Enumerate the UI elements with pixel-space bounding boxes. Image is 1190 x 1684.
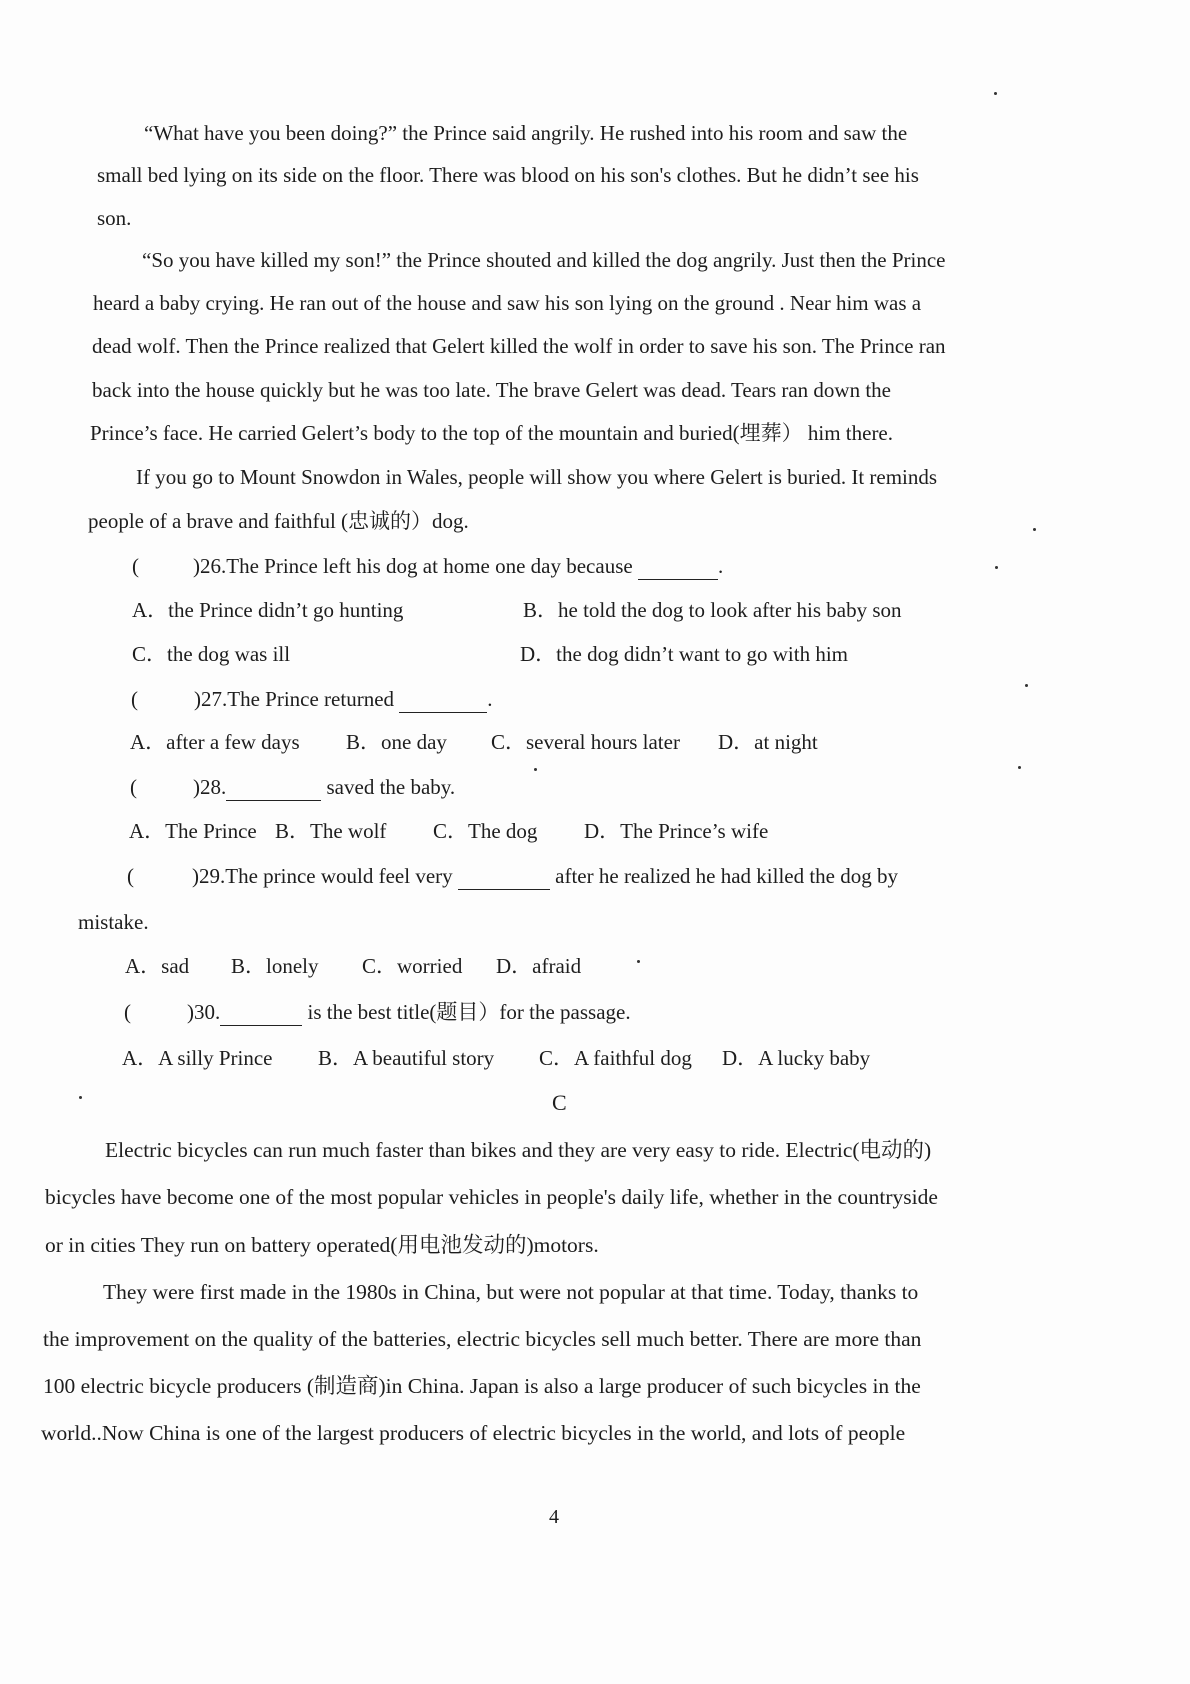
- passage-line: Prince’s face. He carried Gelert’s body to the top of the mountain and buried(埋葬） him there.: [90, 421, 894, 445]
- answer-blank[interactable]: [220, 999, 302, 1026]
- option-a[interactable]: A．after a few days: [130, 730, 300, 754]
- option-a[interactable]: A．The Prince: [129, 819, 257, 843]
- scan-speck: [995, 566, 998, 569]
- answer-blank[interactable]: [638, 553, 718, 580]
- question-stem: 30.: [194, 1000, 221, 1024]
- question-end: saved the baby.: [326, 775, 456, 799]
- passage-line: “What have you been doing?” the Prince said angrily. He rushed into his room and saw the: [144, 121, 908, 145]
- scan-speck: [1033, 528, 1036, 531]
- option-line: [130, 729, 818, 755]
- answer-bracket-close: ): [193, 554, 200, 578]
- answer-bracket[interactable]: (: [132, 554, 139, 578]
- option-d[interactable]: D．afraid: [496, 954, 582, 978]
- option-b[interactable]: B．lonely: [231, 954, 319, 978]
- question-end: is the best title(题目）for the passage.: [307, 1000, 631, 1024]
- answer-bracket[interactable]: (: [124, 1000, 131, 1024]
- passage-line: people of a brave and faithful (忠诚的）dog.: [88, 509, 469, 533]
- page-number: 4: [549, 1506, 559, 1528]
- option-line: [132, 641, 848, 667]
- scan-speck: [79, 1096, 82, 1099]
- question-29-continued: mistake.: [78, 910, 149, 934]
- option-line: [122, 1045, 870, 1071]
- question-27: [131, 686, 493, 713]
- section-heading-c: C: [552, 1090, 567, 1115]
- option-d[interactable]: D．at night: [718, 730, 818, 754]
- passage-c-line: bicycles have become one of the most popular vehicles in people's daily life, whether in the countryside: [45, 1185, 938, 1209]
- option-c[interactable]: C．The dog: [433, 819, 538, 843]
- option-b[interactable]: B．A beautiful story: [318, 1046, 495, 1070]
- question-end: .: [487, 687, 493, 711]
- question-stem: 27.The Prince returned: [201, 687, 395, 711]
- option-c[interactable]: C．worried: [362, 954, 463, 978]
- question-29: [127, 863, 898, 890]
- answer-bracket-close: ): [192, 864, 199, 888]
- answer-bracket[interactable]: (: [127, 864, 134, 888]
- answer-blank[interactable]: [458, 863, 550, 890]
- option-b[interactable]: B．one day: [346, 730, 447, 754]
- passage-line: small bed lying on its side on the floor. There was blood on his son's clothes. But he didn’t see his: [97, 163, 919, 187]
- option-a[interactable]: A．A silly Prince: [122, 1046, 273, 1070]
- passage-c-line: 100 electric bicycle producers (制造商)in China. Japan is also a large producer of such bicycles in the: [43, 1374, 921, 1398]
- scan-speck: [637, 960, 640, 963]
- option-d[interactable]: D．A lucky baby: [722, 1046, 871, 1070]
- passage-line: If you go to Mount Snowdon in Wales, people will show you where Gelert is buried. It reminds: [136, 465, 938, 489]
- answer-bracket-close: ): [193, 775, 200, 799]
- scan-speck: [1025, 684, 1028, 687]
- passage-line: back into the house quickly but he was too late. The brave Gelert was dead. Tears ran down the: [92, 378, 892, 402]
- option-line: [129, 818, 768, 844]
- answer-bracket-close: ): [187, 1000, 194, 1024]
- passage-c-line: the improvement on the quality of the batteries, electric bicycles sell much better. There are more than: [43, 1327, 922, 1351]
- option-c[interactable]: C．the dog was ill: [132, 642, 291, 666]
- option-line: [132, 597, 902, 623]
- option-b[interactable]: B．he told the dog to look after his baby son: [523, 598, 902, 622]
- option-line: [125, 953, 581, 979]
- question-28: [130, 774, 455, 801]
- option-d[interactable]: D．The Prince’s wife: [584, 819, 769, 843]
- answer-blank[interactable]: [399, 686, 487, 713]
- question-end: after he realized he had killed the dog by: [555, 864, 899, 888]
- passage-line: “So you have killed my son!” the Prince shouted and killed the dog angrily. Just then the Prince: [142, 248, 946, 272]
- scan-speck: [1018, 766, 1021, 769]
- question-26: [132, 553, 723, 580]
- question-stem: 29.The prince would feel very: [199, 864, 453, 888]
- option-a[interactable]: A．sad: [125, 954, 190, 978]
- answer-bracket[interactable]: (: [131, 687, 138, 711]
- scan-speck: [534, 768, 537, 771]
- passage-c-line: They were first made in the 1980s in China, but were not popular at that time. Today, thanks to: [103, 1280, 919, 1304]
- answer-bracket[interactable]: (: [130, 775, 137, 799]
- passage-line: dead wolf. Then the Prince realized that Gelert killed the wolf in order to save his son. The Prince ran: [92, 334, 946, 358]
- answer-blank[interactable]: [226, 774, 321, 801]
- option-d[interactable]: D．the dog didn’t want to go with him: [520, 642, 849, 666]
- scan-speck: [994, 92, 997, 95]
- option-a[interactable]: A．the Prince didn’t go hunting: [132, 598, 404, 622]
- question-30: [124, 999, 631, 1026]
- answer-bracket-close: ): [194, 687, 201, 711]
- passage-c-line: or in cities They run on battery operated(用电池发动的)motors.: [45, 1233, 599, 1257]
- option-c[interactable]: C．several hours later: [491, 730, 680, 754]
- passage-c-line: world..Now China is one of the largest producers of electric bicycles in the world, and lots of people: [41, 1421, 906, 1445]
- option-c[interactable]: C．A faithful dog: [539, 1046, 692, 1070]
- passage-c-line: Electric bicycles can run much faster than bikes and they are very easy to ride. Electric(电动的): [105, 1138, 932, 1162]
- question-end: .: [717, 554, 724, 578]
- passage-line: heard a baby crying. He ran out of the house and saw his son lying on the ground . Near him was a: [93, 291, 922, 315]
- question-stem: 28.: [200, 775, 227, 799]
- passage-line: son.: [97, 206, 132, 230]
- question-stem: 26.The Prince left his dog at home one day because: [200, 554, 633, 578]
- option-b[interactable]: B．The wolf: [275, 819, 387, 843]
